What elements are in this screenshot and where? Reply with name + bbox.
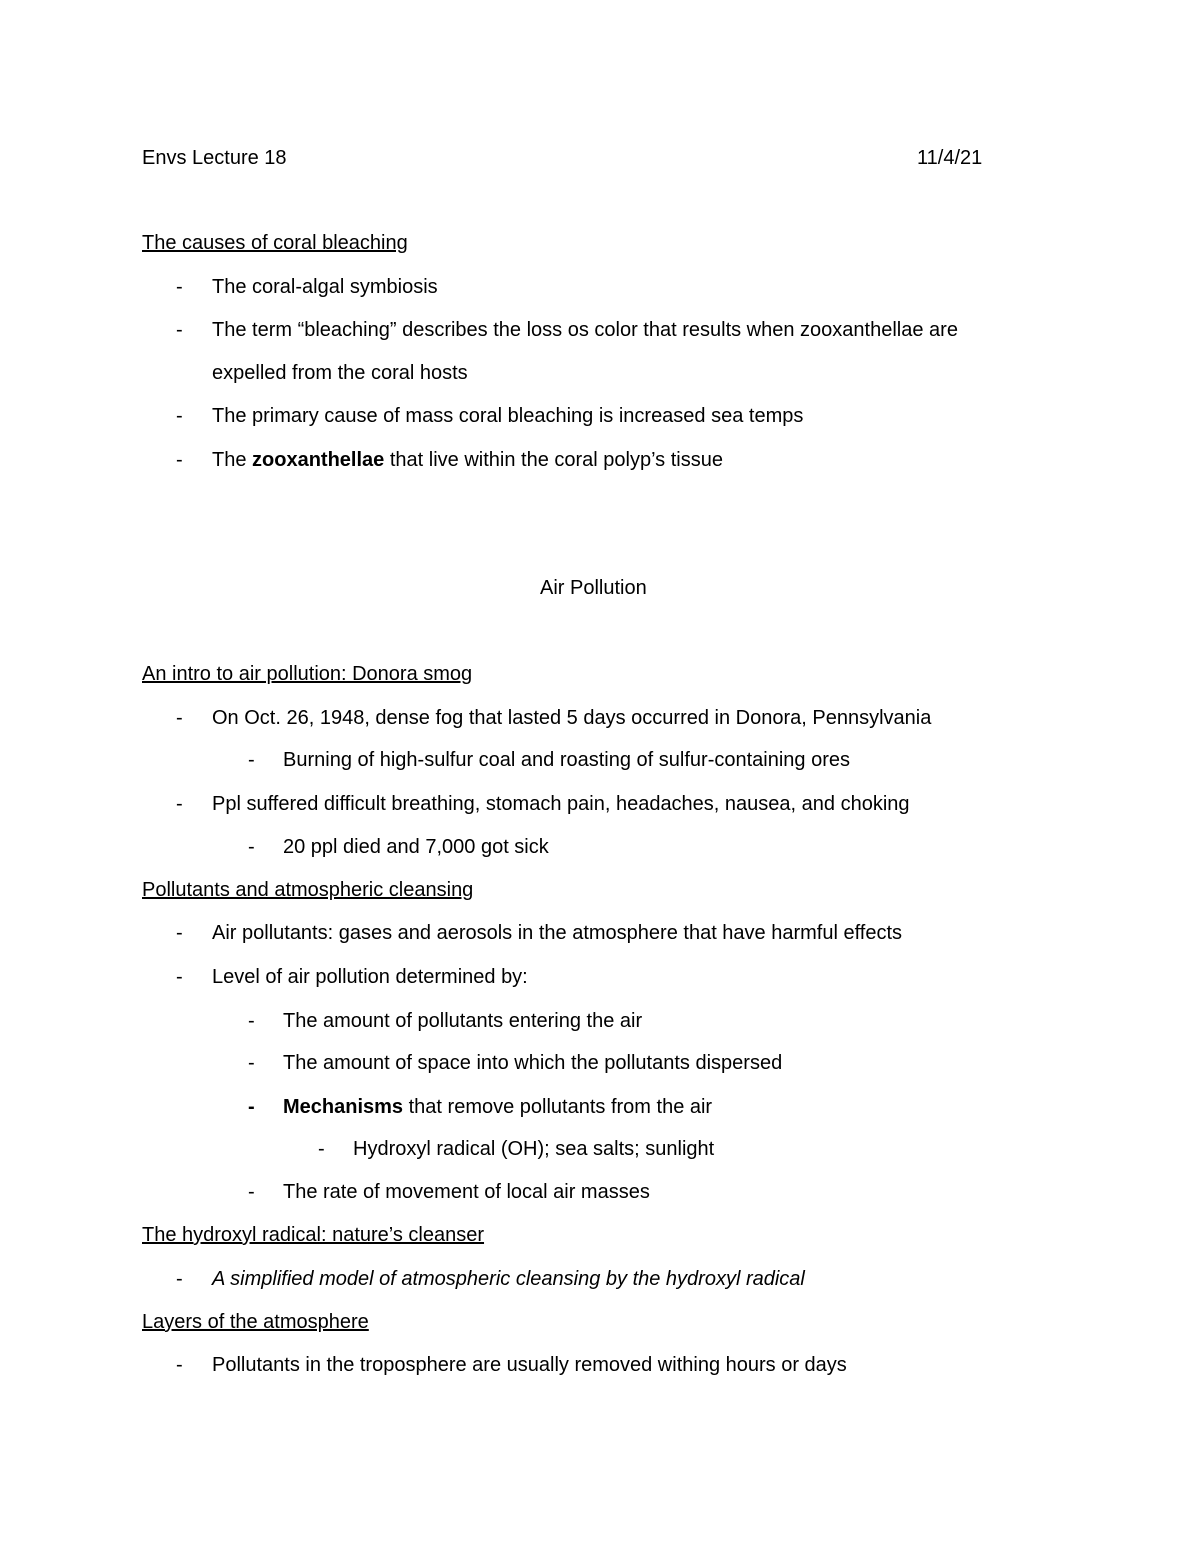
bullet-dash: -	[176, 1354, 183, 1376]
sub-bullet-dash: -	[248, 1096, 255, 1118]
bullet-text: Pollutants in the troposphere are usually removed withing hours or days	[212, 1354, 847, 1376]
sub-bullet-text: Burning of high-sulfur coal and roasting of sulfur-containing ores	[283, 749, 850, 771]
sub-sub-bullet-text: Hydroxyl radical (OH); sea salts; sunlight	[353, 1138, 715, 1160]
bullet-dash: -	[176, 1268, 183, 1290]
bullet-bold-term: Mechanisms	[283, 1096, 404, 1118]
center-title: Air Pollution	[540, 577, 647, 599]
bullet-pre: The	[212, 449, 253, 471]
bullet-dash: -	[176, 405, 183, 427]
bullet-text-italic: A simplified model of atmospheric cleansing by the hydroxyl radical	[212, 1268, 805, 1290]
sub-bullet-dash: -	[248, 1010, 255, 1032]
sub-sub-bullet-dash: -	[318, 1138, 325, 1160]
sub-bullet-dash: -	[248, 836, 255, 858]
sub-bullet-text-mechanisms	[283, 1095, 712, 1119]
bullet-text: The primary cause of mass coral bleaching is increased sea temps	[212, 405, 804, 427]
sub-bullet-dash: -	[248, 1052, 255, 1074]
bullet-dash: -	[176, 276, 183, 298]
bullet-text: On Oct. 26, 1948, dense fog that lasted 5 days occurred in Donora, Pennsylvania	[212, 707, 932, 729]
bullet-dash: -	[176, 707, 183, 729]
bullet-text: Air pollutants: gases and aerosols in the atmosphere that have harmful effects	[212, 922, 903, 944]
sub-bullet-text: The amount of space into which the pollutants dispersed	[283, 1052, 783, 1074]
bullet-text-zooxanthellae	[212, 448, 723, 472]
sub-bullet-text: 20 ppl died and 7,000 got sick	[283, 836, 549, 858]
bullet-text: Level of air pollution determined by:	[212, 966, 528, 988]
bullet-text: The coral-algal symbiosis	[212, 276, 438, 298]
bullet-continuation: expelled from the coral hosts	[212, 362, 468, 384]
sub-bullet-text: The rate of movement of local air masses	[283, 1181, 650, 1203]
bullet-dash: -	[176, 449, 183, 471]
sub-bullet-dash: -	[248, 1181, 255, 1203]
lecture-date: 11/4/21	[917, 147, 983, 169]
section-heading-donora-smog: An intro to air pollution: Donora smog	[142, 663, 473, 685]
sub-bullet-dash: -	[248, 749, 255, 771]
section-heading-hydroxyl: The hydroxyl radical: nature’s cleanser	[142, 1224, 485, 1246]
sub-bullet-text: The amount of pollutants entering the air	[283, 1010, 643, 1032]
bullet-dash: -	[176, 319, 183, 341]
bullet-dash: -	[176, 793, 183, 815]
section-heading-pollutants: Pollutants and atmospheric cleansing	[142, 879, 474, 901]
bullet-text: Ppl suffered difficult breathing, stomach pain, headaches, nausea, and choking	[212, 793, 910, 815]
bullet-dash: -	[176, 922, 183, 944]
bullet-post: that live within the coral polyp’s tissue	[384, 449, 723, 471]
bullet-dash: -	[176, 966, 183, 988]
bullet-bold-term: zooxanthellae	[252, 449, 385, 471]
bullet-text: The term “bleaching” describes the loss os color that results when zooxanthellae are	[212, 319, 958, 341]
bullet-post: that remove pollutants from the air	[403, 1096, 713, 1118]
lecture-title: Envs Lecture 18	[142, 147, 287, 169]
section-heading-atmosphere-layers: Layers of the atmosphere	[142, 1311, 369, 1333]
section-heading-coral-bleaching: The causes of coral bleaching	[142, 232, 408, 254]
